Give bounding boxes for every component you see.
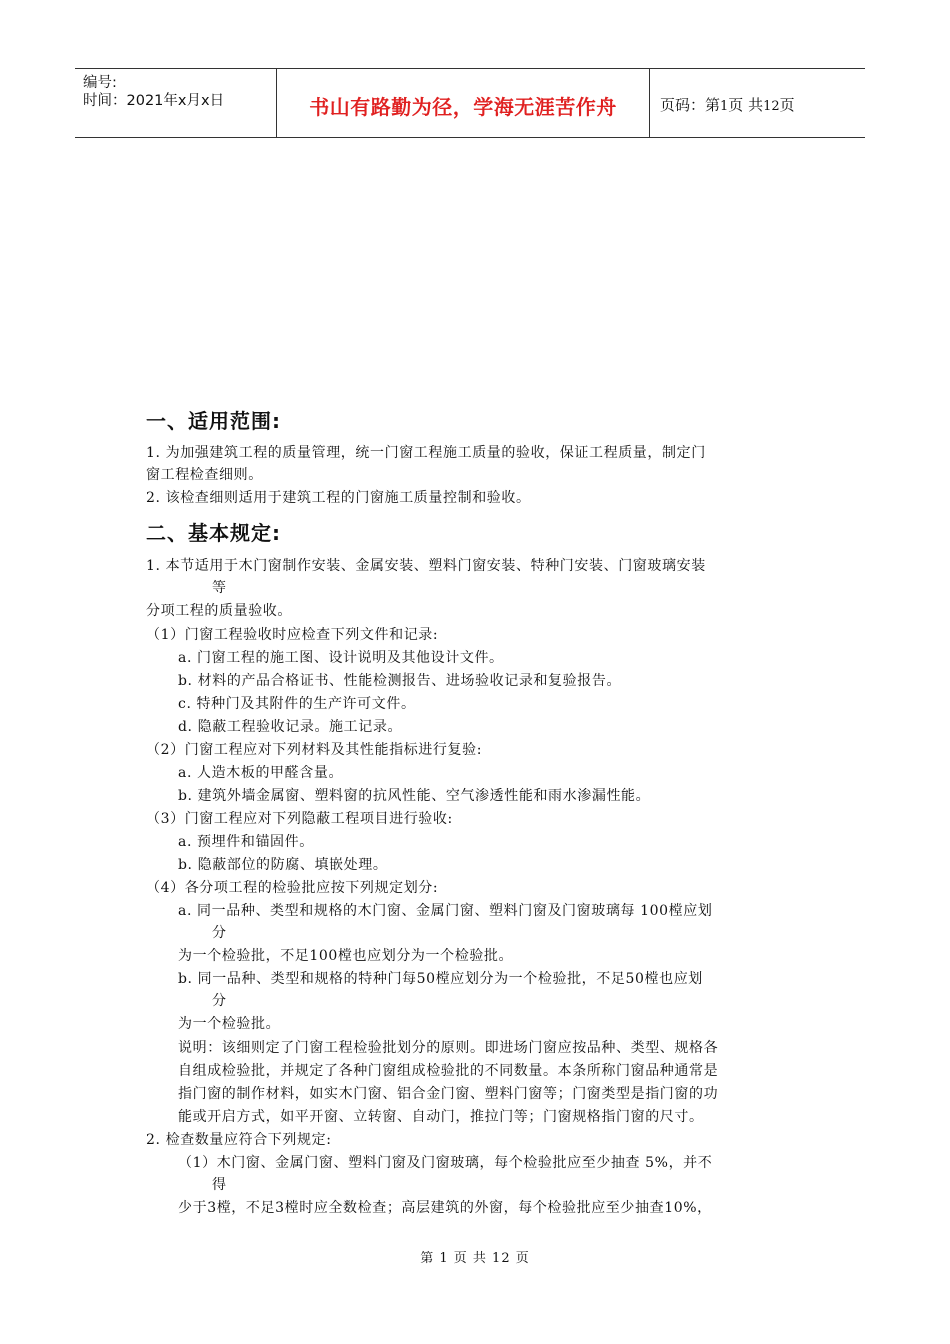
s1-line-1: 1. 为加强建筑工程的质量管理，统一门窗工程施工质量的验收，保证工程质量，制定门 <box>146 445 706 461</box>
s2-line: 指门窗的制作材料，如实木门窗、铝合金门窗、塑料门窗等；门窗类型是指门窗的功 <box>178 1086 719 1102</box>
page-header <box>75 68 865 138</box>
s2-line: b. 隐蔽部位的防腐、填嵌处理。 <box>178 857 388 873</box>
page-mid: 页 共 <box>728 96 764 114</box>
motto-text: 书山有路勤为径，学海无涯苦作舟 <box>309 95 617 119</box>
page-label: 页码：第 <box>660 96 721 114</box>
s2-line: 为一个检验批，不足100樘也应划分为一个检验批。 <box>178 948 514 964</box>
s2-line: （3）门窗工程应对下列隐蔽工程项目进行验收: <box>146 811 453 827</box>
section-1-heading: 一、适用范围: <box>146 409 281 433</box>
s1-line-2: 窗工程检查细则。 <box>146 467 263 483</box>
header-info-cell <box>75 69 277 137</box>
time-label: 时间：2021年x月x日 <box>83 93 225 109</box>
s2-line: 2. 检查数量应符合下列规定: <box>146 1132 332 1148</box>
s2-line: b. 同一品种、类型和规格的特种门每50樘应划分为一个检验批，不足50樘也应划 <box>178 971 703 987</box>
s2-line: 1. 本节适用于木门窗制作安装、金属安装、塑料门窗安装、特种门安装、门窗玻璃安装 <box>146 558 706 574</box>
page-footer: 第 1 页 共 12 页 <box>420 1251 530 1266</box>
s2-line: a. 预埋件和锚固件。 <box>178 834 314 850</box>
s2-line: 自组成检验批，并规定了各种门窗组成检验批的不同数量。本条所称门窗品种通常是 <box>178 1063 719 1079</box>
s2-line: b. 建筑外墙金属窗、塑料窗的抗风性能、空气渗透性能和雨水渗漏性能。 <box>178 788 651 804</box>
s2-line: 少于3樘，不足3樘时应全数检查；高层建筑的外窗，每个检验批应至少抽查10%， <box>178 1200 712 1216</box>
s2-line: （2）门窗工程应对下列材料及其性能指标进行复验: <box>146 742 483 758</box>
s2-line: 分项工程的质量验收。 <box>146 603 292 619</box>
s2-line: （1）门窗工程验收时应检查下列文件和记录: <box>146 627 439 643</box>
s2-line: （4）各分项工程的检验批应按下列规定划分: <box>146 880 439 896</box>
code-label: 编号: <box>83 75 117 91</box>
s2-line: c. 特种门及其附件的生产许可文件。 <box>178 696 416 712</box>
s2-line: a. 同一品种、类型和规格的木门窗、金属门窗、塑料门窗及门窗玻璃每 100樘应划 <box>178 903 713 919</box>
section-2-heading: 二、基本规定: <box>146 521 281 545</box>
s2-line: （1）木门窗、金属门窗、塑料门窗及门窗玻璃，每个检验批应至少抽查 5%，并不 <box>178 1155 713 1171</box>
page-total: 12 <box>763 99 780 114</box>
s2-line: d. 隐蔽工程验收记录。施工记录。 <box>178 719 403 735</box>
s2-line: 为一个检验批。 <box>178 1016 281 1032</box>
s2-line: 分 <box>212 993 227 1009</box>
s2-line: b. 材料的产品合格证书、性能检测报告、进场验收记录和复验报告。 <box>178 673 622 689</box>
s2-line: a. 人造木板的甲醛含量。 <box>178 765 344 781</box>
s2-line: a. 门窗工程的施工图、设计说明及其他设计文件。 <box>178 650 504 666</box>
s1-line-3: 2. 该检查细则适用于建筑工程的门窗施工质量控制和验收。 <box>146 490 531 506</box>
s2-line: 说明：该细则定了门窗工程检验批划分的原则。即进场门窗应按品种、类型、规格各 <box>178 1040 719 1056</box>
s2-line: 分 <box>212 925 227 941</box>
s2-line: 能或开启方式，如平开窗、立转窗、自动门，推拉门等；门窗规格指门窗的尺寸。 <box>178 1109 704 1125</box>
page-num: 1 <box>720 99 729 114</box>
header-page-cell <box>650 69 865 137</box>
header-motto-cell <box>277 69 650 137</box>
s2-line: 得 <box>212 1177 227 1193</box>
page-code <box>660 94 795 115</box>
s2-line: 等 <box>212 580 227 596</box>
page-end: 页 <box>779 96 795 114</box>
